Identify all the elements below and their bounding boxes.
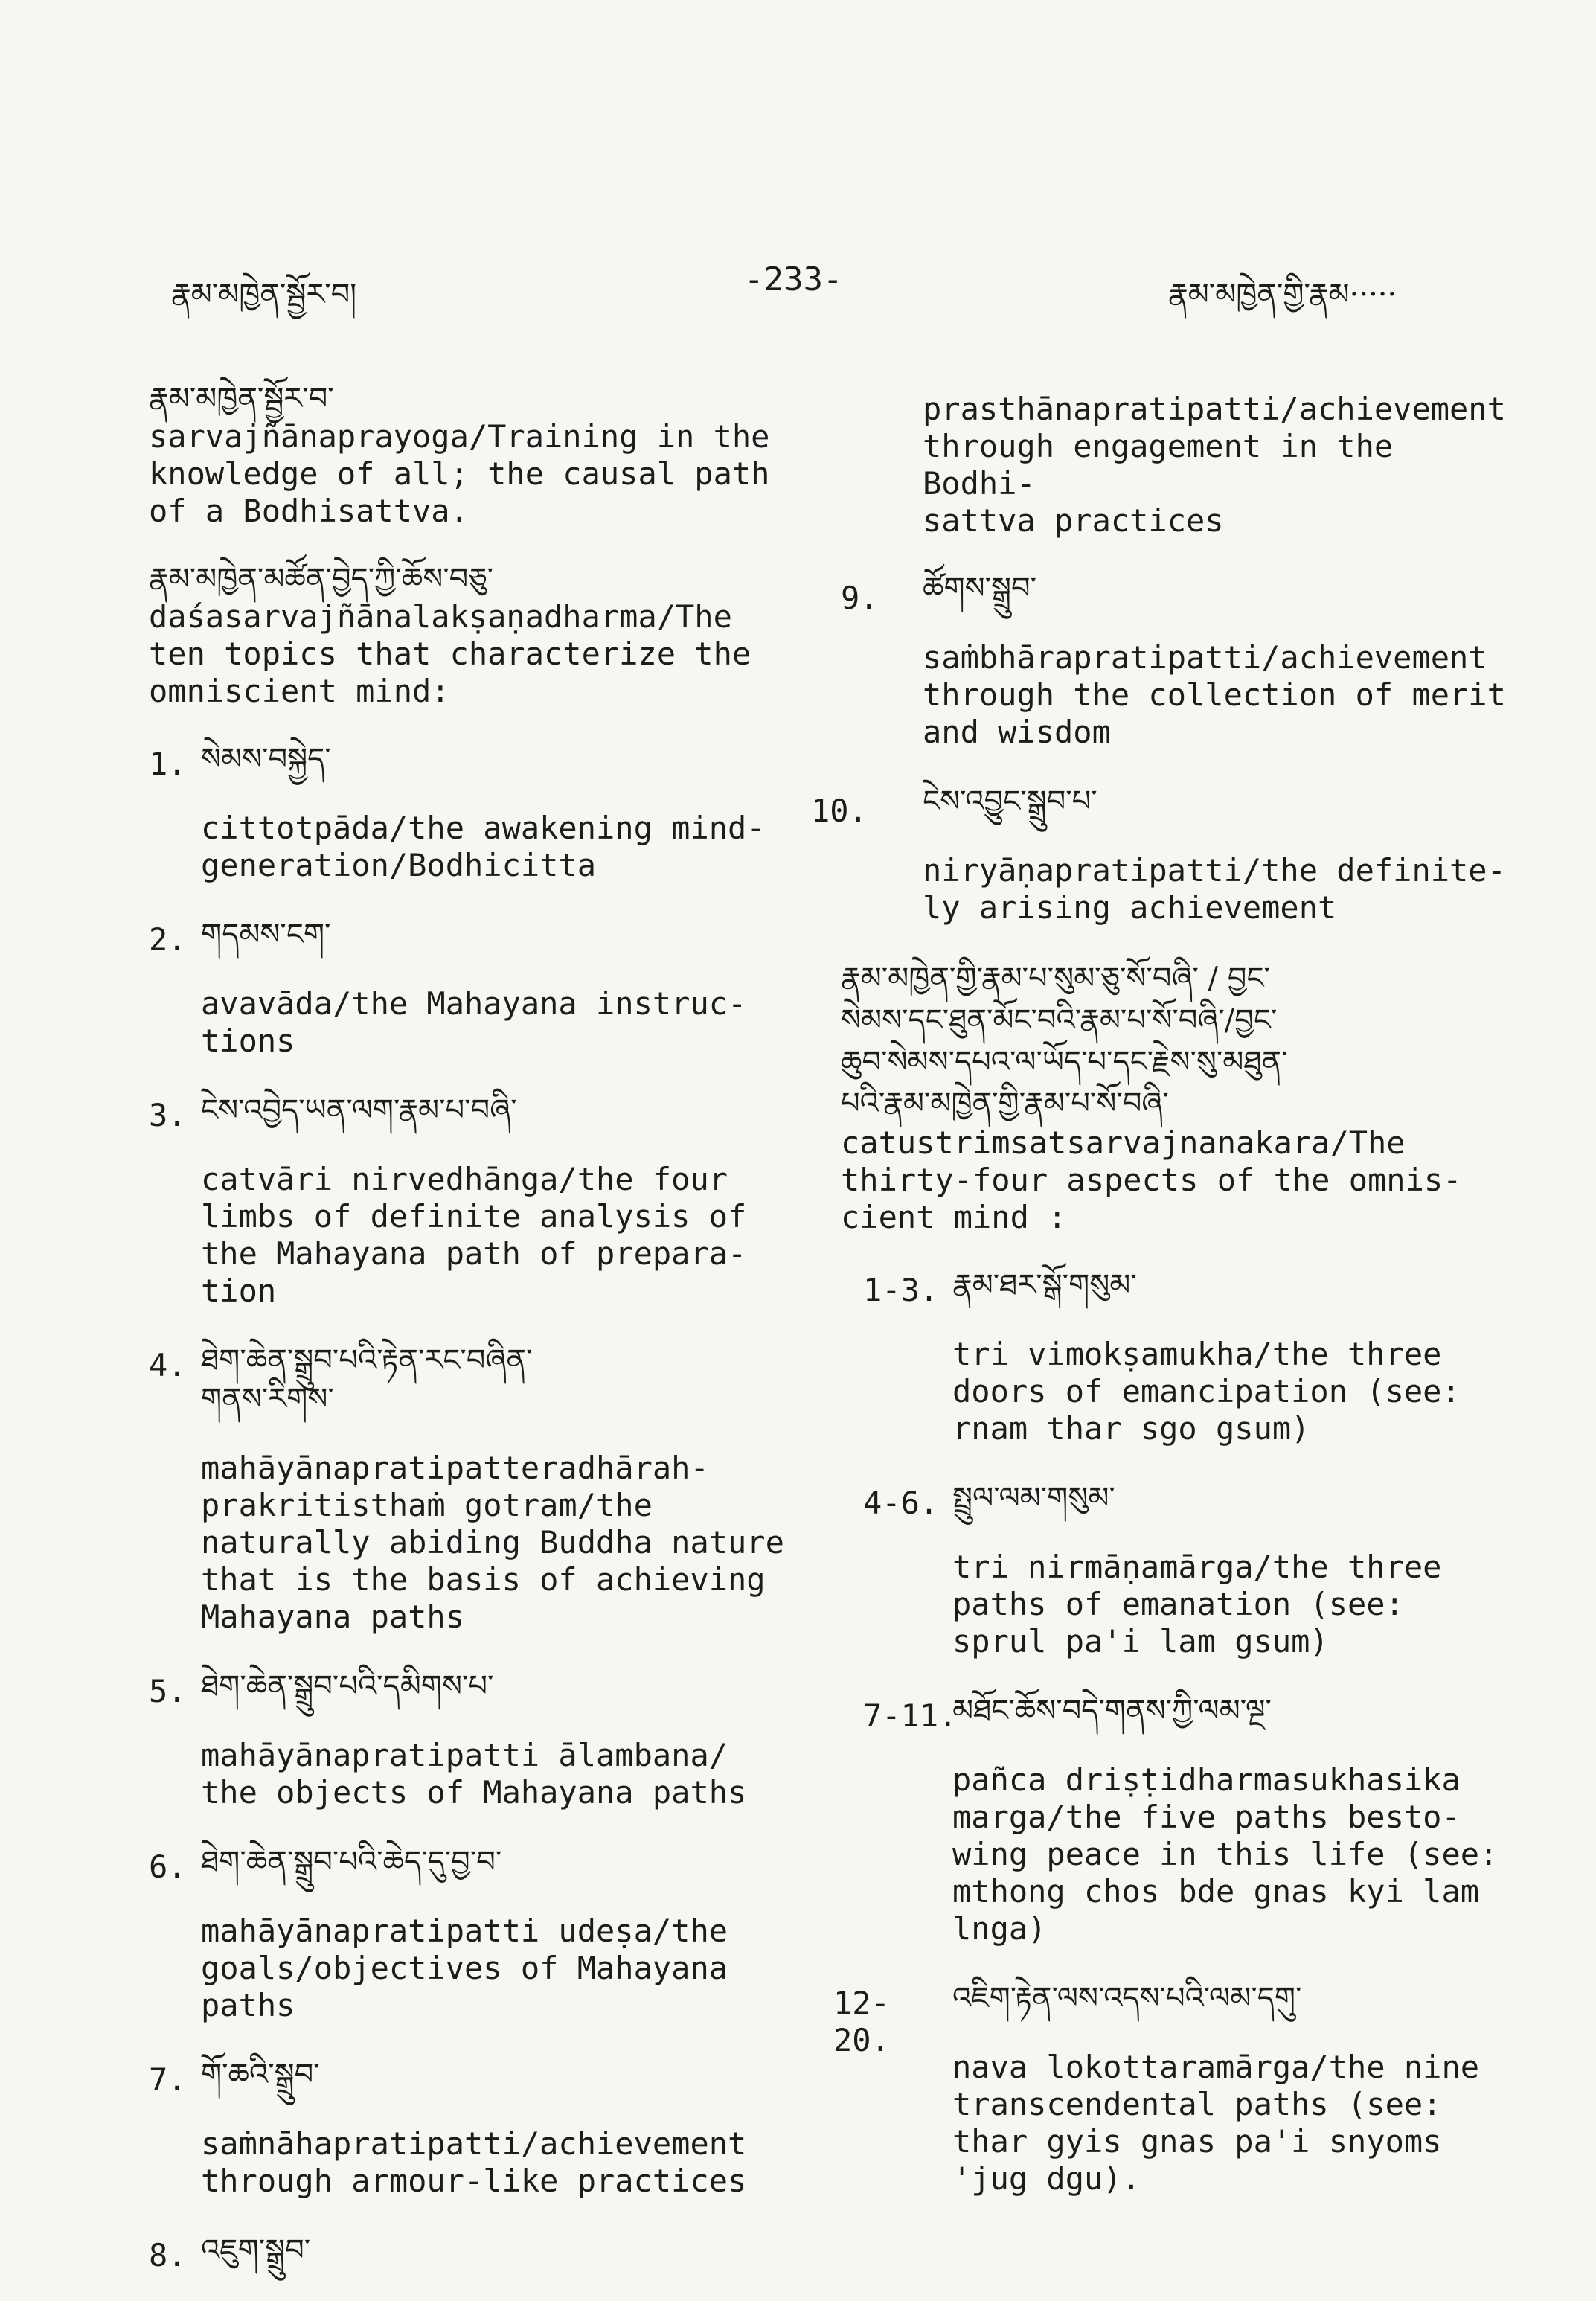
item-definition: niryāṇapratipatti/the definite- ly arising achievement	[923, 852, 1506, 926]
item-number: 3.	[149, 1097, 187, 1133]
entry-headword-tibetan: རྣམ་མཁྱེན་སྦྱོར་བ་	[149, 382, 334, 416]
entry-definition: daśasarvajñānalakṣaṇadharma/The ten topics that characterize the omniscient mind:	[149, 598, 751, 709]
item-tibetan: མཐོང་ཆོས་བདེ་གནས་ཀྱི་ལམ་ལྔ་	[952, 1694, 1272, 1728]
item-tibetan: ཚོགས་སྒྲུབ་	[923, 572, 1037, 606]
item-tibetan: རྣམ་ཐར་སྒོ་གསུམ་	[952, 1268, 1137, 1302]
list-item	[149, 1667, 804, 1811]
list-item	[149, 1091, 804, 1310]
entry-definition: catustrimsatsarvajnanakara/The thirty-four aspects of the omnis- cient mind :	[841, 1124, 1462, 1235]
item-number: 2.	[149, 921, 187, 958]
dictionary-entry	[149, 380, 804, 530]
list-item	[149, 915, 804, 1060]
list-item	[149, 1341, 804, 1636]
item-tibetan: ཐེག་ཆེན་སྒྲུབ་པའི་དམིགས་པ་	[201, 1669, 494, 1703]
entry-definition: sarvajñānaprayoga/Training in the knowledge of all; the causal path of a Bodhisattva.	[149, 418, 770, 529]
item-tibetan: འཇུག་སྒྲུབ་	[201, 2233, 311, 2268]
right-column	[811, 391, 1510, 2229]
list-item	[841, 1479, 1510, 1660]
dictionary-entry	[149, 560, 804, 710]
running-header-left: རྣམ་མཁྱེན་སྦྱོར་བ།	[171, 278, 357, 312]
item-definition: nava lokottaramārga/the nine transcendental paths (see: thar gyis gnas pa'i snyoms 'jug dgu).	[952, 2049, 1480, 2197]
list-item	[841, 1692, 1510, 1948]
list-item	[833, 1979, 1510, 2198]
item-number: 8.	[149, 2237, 187, 2273]
item-number: 6.	[149, 1849, 187, 1885]
item-tibetan: ངེས་འབྱུང་སྒྲུབ་པ་	[923, 784, 1097, 819]
list-item	[149, 2055, 804, 2200]
entry-headword-tibetan: རྣམ་མཁྱེན་མཚོན་བྱེད་ཀྱི་ཆོས་བཅུ་	[149, 562, 494, 596]
item-tibetan: འཇིག་རྟེན་ལས་འདས་པའི་ལམ་དགུ་	[952, 1981, 1302, 2015]
item-number: 10.	[811, 793, 868, 829]
item-definition: mahāyānapratipatti udeṣa/the goals/objectives of Mahayana paths	[201, 1913, 728, 2023]
list-item	[841, 1266, 1510, 1447]
item-number: 1.	[149, 746, 187, 782]
left-column	[149, 380, 804, 2301]
running-header-right: རྣམ་མཁྱེན་གྱི་རྣམ·····	[1168, 278, 1397, 312]
item-tibetan: སྤྲུལ་ལམ་གསུམ་	[952, 1481, 1115, 1515]
item-number: 4.	[149, 1347, 187, 1383]
item-tibetan: གོ་ཆའི་སྒྲུབ་	[201, 2058, 320, 2092]
item-tibetan: གདམས་ངག་	[201, 918, 331, 952]
item-tibetan: ཐེག་ཆེན་སྒྲུབ་པའི་རྟེན་རང་བཞིན་ གནས་རིགས་	[201, 1343, 533, 1416]
item-number: 4-6.	[863, 1485, 939, 1521]
item-number: 7.	[149, 2061, 187, 2098]
item-number: 1-3.	[863, 1272, 939, 1308]
item-number: 9.	[841, 580, 879, 616]
item-number: 7-11.	[863, 1697, 958, 1734]
item-definition: cittotpāda/the awakening mind- generation/Bodhicitta	[201, 810, 766, 883]
list-item	[149, 740, 804, 884]
page-number: -233-	[744, 260, 843, 298]
item-definition: tri nirmāṇamārga/the three paths of emanation (see: sprul pa'i lam gsum)	[952, 1549, 1442, 1660]
entry-headword-tibetan: རྣམ་མཁྱེན་གྱི་རྣམ་པ་སུམ་ཅུ་སོ་བཞི་ / བྱང་ སེམས་དང་ཐུན་མོང་བའི་རྣམ་པ་སོ་བཞི་/བྱང་ ཆུབ་སེམས་དཔའ་ལ་ཡོད་པ་དང་རྗེས་སུ་མཐུན་ པའི་རྣམ་མཁྱེན་གྱི་རྣམ་པ་སོ་བཞི་	[841, 961, 1288, 1121]
item-definition: tri vimokṣamukha/the three doors of emancipation (see: rnam thar sgo gsum)	[952, 1336, 1461, 1447]
item-tibetan: ཐེག་ཆེན་སྒྲུབ་པའི་ཆེད་དུ་བྱ་བ་	[201, 1845, 502, 1879]
item-definition: mahāyānapratipatteradhārah- prakritisthaṁ gotram/the naturally abiding Buddha nature that is the basis of achieving Mahayana paths	[201, 1450, 784, 1635]
item-number: 12-20.	[833, 1985, 890, 2058]
item-definition: saṁbhārapratipatti/achievement through the collection of merit and wisdom	[923, 639, 1506, 750]
dictionary-entry	[841, 958, 1510, 1236]
item-definition: pañca driṣṭidharmasukhasika marga/the five paths besto- wing peace in this life (see: mthong chos bde gnas kyi lam lnga)	[952, 1761, 1499, 1947]
list-item	[149, 1843, 804, 2024]
continued-definition: prasthānapratipatti/achievement through engagement in the Bodhi- sattva practices	[923, 391, 1506, 539]
item-tibetan: སེམས་བསྐྱེད་	[201, 742, 331, 776]
list-item	[841, 569, 1510, 751]
item-number: 5.	[149, 1673, 187, 1709]
item-definition: avavāda/the Mahayana instruc- tions	[201, 985, 747, 1059]
item-tibetan: ངེས་འབྱེད་ཡན་ལག་རྣམ་པ་བཞི་	[201, 1093, 517, 1127]
list-item	[149, 2231, 804, 2273]
item-definition: mahāyānapratipatti ālambana/ the objects of Mahayana paths	[201, 1737, 747, 1811]
list-item	[811, 782, 1510, 927]
item-definition: saṁnāhapratipatti/achievement through armour-like practices	[201, 2125, 747, 2199]
item-definition: catvāri nirvedhānga/the four limbs of definite analysis of the Mahayana path of prepara- tion	[201, 1161, 747, 1309]
